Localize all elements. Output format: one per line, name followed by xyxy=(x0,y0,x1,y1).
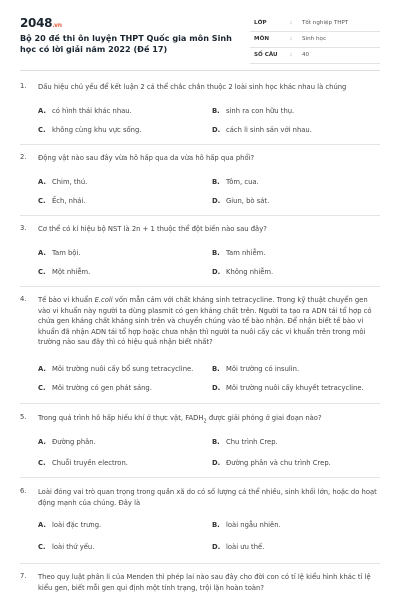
species-name: E.coli xyxy=(94,296,113,304)
question-number: 3. xyxy=(20,224,27,232)
question-6 xyxy=(20,487,380,557)
question-text: Động vật nào sau đây vừa hô hấp qua da vừa hô hấp qua phổi? xyxy=(38,154,255,162)
question-text: Loài đóng vai trò quan trọng trong quần xã do có số lượng cá thể nhiều, sinh khối lớn, hoặc do hoạt động mạnh của chúng. Đây là xyxy=(38,488,377,507)
question-number: 7. xyxy=(20,572,27,580)
question-separator xyxy=(20,477,380,478)
option-d[interactable]: D. cách li sinh sản với nhau. xyxy=(212,126,312,134)
meta-key: MÔN xyxy=(254,36,270,42)
option-d[interactable]: D. Không nhiễm. xyxy=(212,268,274,276)
meta-row-count: SỐ CÂU : 40 xyxy=(250,48,380,64)
option-c[interactable]: C. Một nhiễm. xyxy=(38,268,91,276)
logo-suffix: .vn xyxy=(52,22,62,29)
question-text: Tế bào vi khuẩn E.coli vốn mẫn cảm với chất kháng sinh tetracycline. Trong kỹ thuật chuyển gen vào vi khuẩn này người ta dùng plasmit có gen kháng chất trên. Người ta tạo ra ADN tái tổ hợp có chứa gen kháng chất kháng sinh trên và chuyển chúng vào tế bào nhận. Để nhận biết tế bào vi khuẩn đã nhận ADN tái tổ hợp hoặc chưa nhận thì người ta nuôi cấy các vi khuẩn trên trong môi trường nào sau đây thì có hiệu quả nhận biết nhất? xyxy=(38,296,372,347)
option-c[interactable]: C. loài thứ yếu. xyxy=(38,543,95,551)
option-a[interactable]: A. Chim, thú. xyxy=(38,178,88,186)
option-d[interactable]: D. Giun, bò sát. xyxy=(212,197,270,205)
option-d[interactable]: D. loài ưu thế. xyxy=(212,543,265,551)
site-logo[interactable] xyxy=(20,16,62,30)
option-b[interactable]: B. Môi trường có insulin. xyxy=(212,365,300,373)
meta-value: 40 xyxy=(302,52,310,58)
question-text: Theo quy luật phân li của Menden thì phép lai nào sau đây cho đời con có tỉ lệ kiểu hình khác tỉ lệ kiểu gen, biết mỗi gen qui định một tính trạng, trội lặn hoàn toàn? xyxy=(38,573,371,592)
option-c[interactable]: C. Chuỗi truyền electron. xyxy=(38,459,128,467)
question-5 xyxy=(20,413,380,473)
header xyxy=(20,14,380,70)
option-b[interactable]: B. Chu trình Crep. xyxy=(212,438,278,446)
option-a[interactable]: A. Tam bội. xyxy=(38,249,81,257)
option-c[interactable]: C. Ếch, nhái. xyxy=(38,197,86,205)
option-c[interactable]: C. không cùng khu vực sống. xyxy=(38,126,142,134)
option-b[interactable]: B. Tam nhiễm. xyxy=(212,249,266,257)
question-separator xyxy=(20,563,380,564)
meta-value: Tốt nghiệp THPT xyxy=(302,20,349,26)
question-text: Trong quá trình hô hấp hiếu khí ở thực vật, $FADH_2$ được giải phóng ở giai đoạn nào? xyxy=(38,414,322,425)
option-d[interactable]: D. Môi trường nuôi cấy khuyết tetracycline. xyxy=(212,384,364,392)
question-number: 5. xyxy=(20,413,27,421)
question-number: 1. xyxy=(20,82,27,90)
question-number: 6. xyxy=(20,487,27,495)
option-b[interactable]: B. Tôm, cua. xyxy=(212,178,259,186)
question-3 xyxy=(20,224,380,284)
option-c[interactable]: C. Môi trường có gen phát sáng. xyxy=(38,384,152,392)
question-2 xyxy=(20,153,380,213)
question-separator xyxy=(20,403,380,404)
question-number: 2. xyxy=(20,153,27,161)
option-a[interactable]: A. có hình thái khác nhau. xyxy=(38,107,132,115)
question-7 xyxy=(20,572,380,598)
header-divider xyxy=(20,70,380,71)
document-title: Bộ 20 đề thi ôn luyện THPT Quốc gia môn Sinh học có lời giải năm 2022 (Đề 17) xyxy=(20,33,232,54)
option-a[interactable]: A. loài đặc trưng. xyxy=(38,521,102,529)
meta-table xyxy=(250,16,380,64)
logo-text: 2048 xyxy=(20,16,53,30)
option-b[interactable]: B. sinh ra con hữu thụ. xyxy=(212,107,295,115)
option-a[interactable]: A. Đường phân. xyxy=(38,438,96,446)
meta-value: Sinh học xyxy=(302,36,327,42)
meta-row-subject: MÔN : Sinh học xyxy=(250,32,380,48)
option-d[interactable]: D. Đường phân và chu trình Crep. xyxy=(212,459,331,467)
option-a[interactable]: A. Môi trường nuôi cấy bổ sung tetracycline. xyxy=(38,365,194,373)
question-separator xyxy=(20,144,380,145)
question-text: Cơ thể có kí hiệu bộ NST là 2n + 1 thuộc thể đột biến nào sau đây? xyxy=(38,225,267,233)
meta-row-class: LỚP : Tốt nghiệp THPT xyxy=(250,16,380,32)
question-1 xyxy=(20,82,380,142)
question-separator xyxy=(20,286,380,287)
meta-key: SỐ CÂU xyxy=(254,52,278,58)
question-4 xyxy=(20,295,380,400)
question-separator xyxy=(20,215,380,216)
meta-key: LỚP xyxy=(254,20,267,26)
question-text: Dấu hiệu chủ yếu để kết luận 2 cá thể chắc chắn thuộc 2 loài sinh học khác nhau là chúng xyxy=(38,83,347,91)
question-number: 4. xyxy=(20,295,27,303)
option-b[interactable]: B. loài ngẫu nhiên. xyxy=(212,521,281,529)
